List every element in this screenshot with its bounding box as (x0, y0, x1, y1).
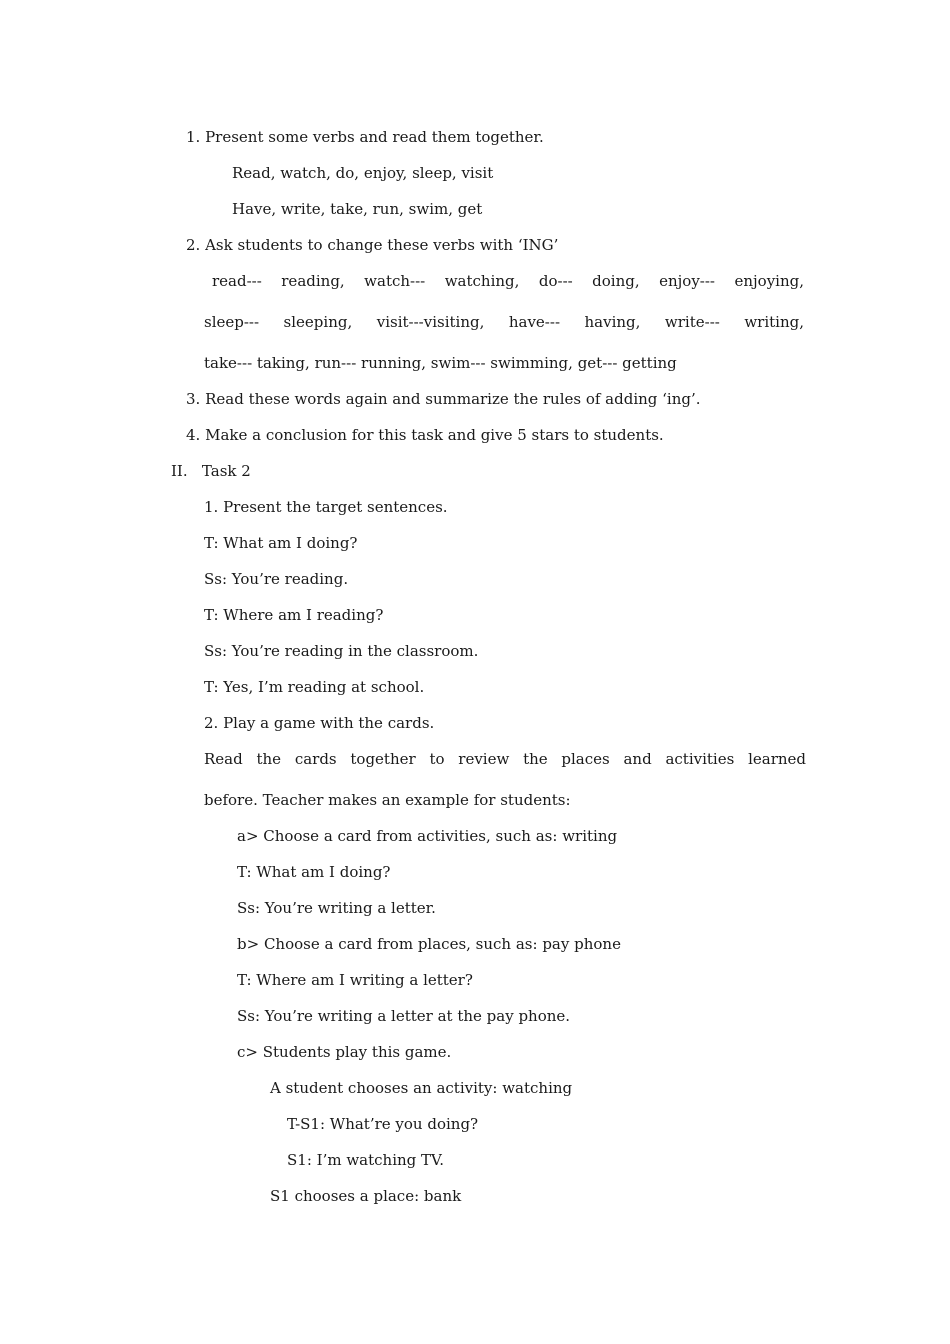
dialogue-line: T: Yes, I’m reading at school. (204, 678, 425, 696)
game-line: A student chooses an activity: watching (270, 1079, 573, 1097)
game-line: S1 chooses a place: bank (270, 1187, 462, 1205)
list-item-conclusion: 4. Make a conclusion for this task and give 5 stars to students. (186, 426, 664, 444)
section-heading-task-2: II. Task 2 (171, 462, 251, 480)
dialogue-line: Ss: You’re writing a letter. (237, 899, 436, 917)
dialogue-line: Ss: You’re reading in the classroom. (204, 642, 479, 660)
ing-forms-line-2: sleep--- sleeping, visit---visiting, have--- having, write--- writing, (204, 313, 804, 331)
dialogue-line: T: Where am I reading? (204, 606, 384, 624)
dialogue-line: T-S1: What’re you doing? (287, 1115, 479, 1133)
dialogue-line: T: What am I doing? (237, 863, 391, 881)
list-item-present-verbs: 1. Present some verbs and read them together. (186, 128, 544, 146)
paragraph-line-1: Read the cards together to review the places and activities learned (204, 750, 806, 768)
dialogue-line: T: What am I doing? (204, 534, 358, 552)
dialogue-line: S1: I’m watching TV. (287, 1151, 445, 1169)
dialogue-line: Ss: You’re writing a letter at the pay phone. (237, 1007, 571, 1025)
step-a: a> Choose a card from activities, such as: writing (237, 827, 618, 845)
paragraph-line-2: before. Teacher makes an example for students: (204, 791, 571, 809)
step-c: c> Students play this game. (237, 1043, 452, 1061)
verb-list-line-1: Read, watch, do, enjoy, sleep, visit (232, 164, 494, 182)
step-b: b> Choose a card from places, such as: pay phone (237, 935, 621, 953)
ing-forms-line-1: read--- reading, watch--- watching, do--- doing, enjoy--- enjoying, (212, 272, 804, 290)
list-item-change-verbs: 2. Ask students to change these verbs with ‘ING’ (186, 236, 559, 254)
dialogue-line: Ss: You’re reading. (204, 570, 349, 588)
verb-list-line-2: Have, write, take, run, swim, get (232, 200, 483, 218)
dialogue-line: T: Where am I writing a letter? (237, 971, 473, 989)
ing-forms-line-3: take--- taking, run--- running, swim--- swimming, get--- getting (204, 354, 677, 372)
list-item-summarize-rules: 3. Read these words again and summarize the rules of adding ‘ing’. (186, 390, 701, 408)
list-item-play-game: 2. Play a game with the cards. (204, 714, 435, 732)
list-item-target-sentences: 1. Present the target sentences. (204, 498, 448, 516)
